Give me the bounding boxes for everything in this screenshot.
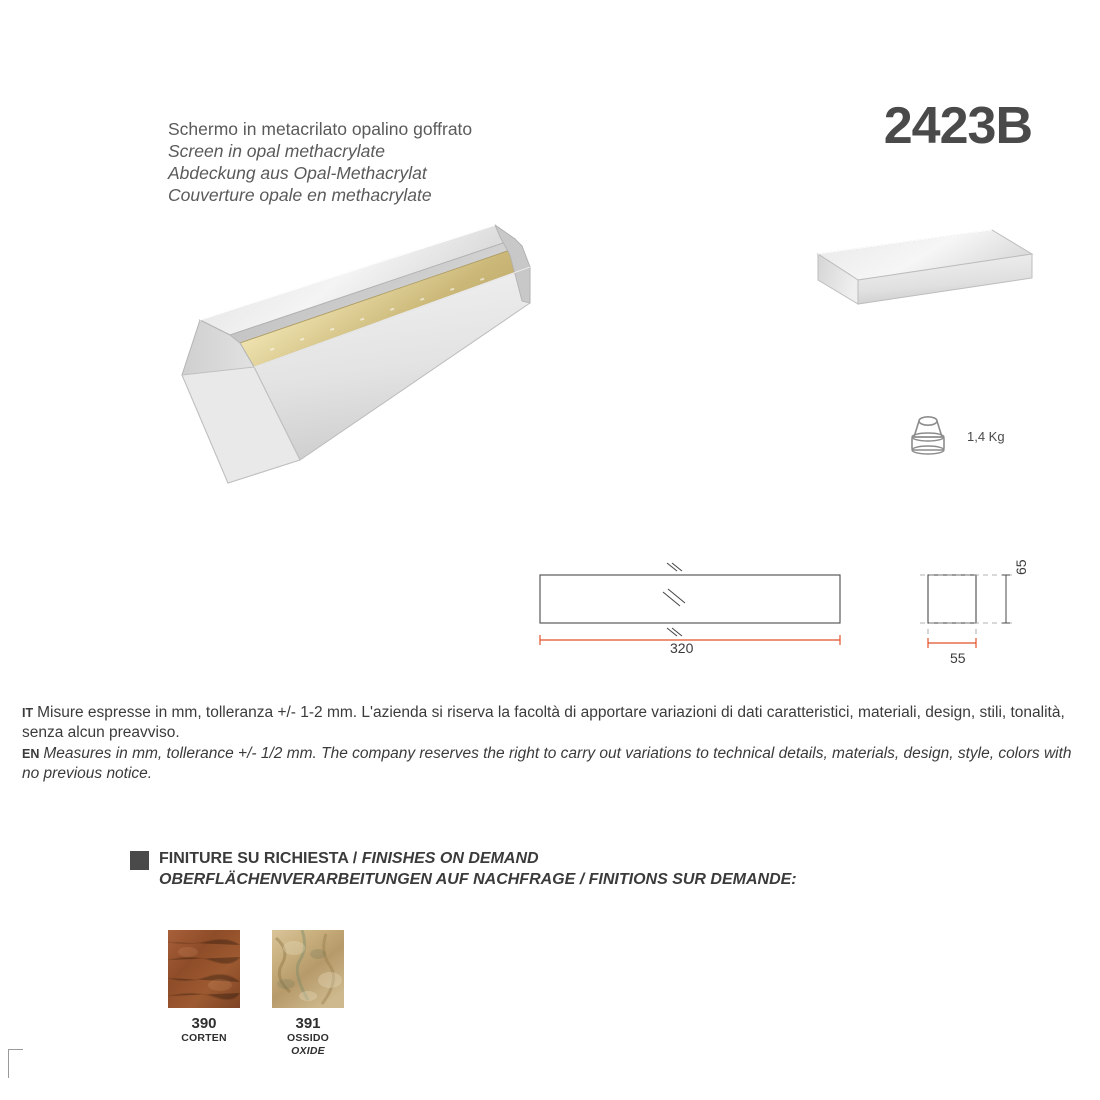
product-code: 2423B <box>883 97 1032 155</box>
note-it <box>22 703 1078 743</box>
product-small-illustration <box>800 218 1050 328</box>
finish-swatch-list <box>168 930 344 1058</box>
finish-name-391-it: OSSIDO <box>286 1032 330 1044</box>
finishes-heading-separator: / <box>348 850 362 867</box>
weight-value: 1,4 Kg <box>967 429 1005 444</box>
finish-chip-corten <box>168 930 240 1008</box>
crop-mark <box>8 1049 23 1078</box>
finishes-bullet-icon <box>130 851 149 870</box>
finishes-heading-de-fr: OBERFLÄCHENVERARBEITUNGEN AUF NACHFRAGE / FINITIONS SUR DEMANDE: <box>159 871 797 888</box>
finish-name-390-it: CORTEN <box>181 1032 227 1044</box>
note-en-tag: EN <box>22 747 40 761</box>
note-en <box>22 744 1078 784</box>
product-title-block <box>168 118 728 206</box>
finishes-heading-en: FINISHES ON DEMAND <box>361 850 539 867</box>
finish-code-390: 390 <box>191 1015 217 1032</box>
title-it: Schermo in metacrilato opalino goffrato <box>168 119 473 139</box>
title-fr: Couverture opale en methacrylate <box>168 185 432 205</box>
product-perspective-illustration <box>170 215 550 505</box>
note-en-text: Measures in mm, tollerance +/- 1/2 mm. The company reserves the right to carry out variations to technical details, materials, design, style, colors with no previous notice. <box>22 745 1072 782</box>
finish-chip-ossido <box>272 930 344 1008</box>
note-it-text: Misure espresse in mm, tolleranza +/- 1-2 mm. L'azienda si riserva la facoltà di apportare variazioni di dati caratteristici, materiali, design, stili, tonalità, senza alcun preavviso. <box>22 704 1065 741</box>
finish-swatch-391[interactable] <box>272 930 344 1058</box>
title-de: Abdeckung aus Opal-Methacrylat <box>168 163 427 183</box>
dimension-length-label: 320 <box>670 640 694 656</box>
dimension-height-label: 65 <box>1013 559 1029 575</box>
finish-swatch-390[interactable] <box>168 930 240 1058</box>
finishes-heading-it: FINITURE SU RICHIESTA <box>159 850 349 867</box>
weight-block <box>905 410 1005 463</box>
notes-block <box>22 703 1078 784</box>
note-it-tag: IT <box>22 706 34 720</box>
finishes-section <box>130 848 930 890</box>
dimension-drawings <box>520 545 1060 695</box>
weight-icon <box>905 410 951 463</box>
finish-name-391-en: OXIDE <box>291 1045 325 1057</box>
finish-code-391: 391 <box>295 1015 321 1032</box>
title-en: Screen in opal methacrylate <box>168 141 385 161</box>
dimension-width-label: 55 <box>950 650 966 666</box>
